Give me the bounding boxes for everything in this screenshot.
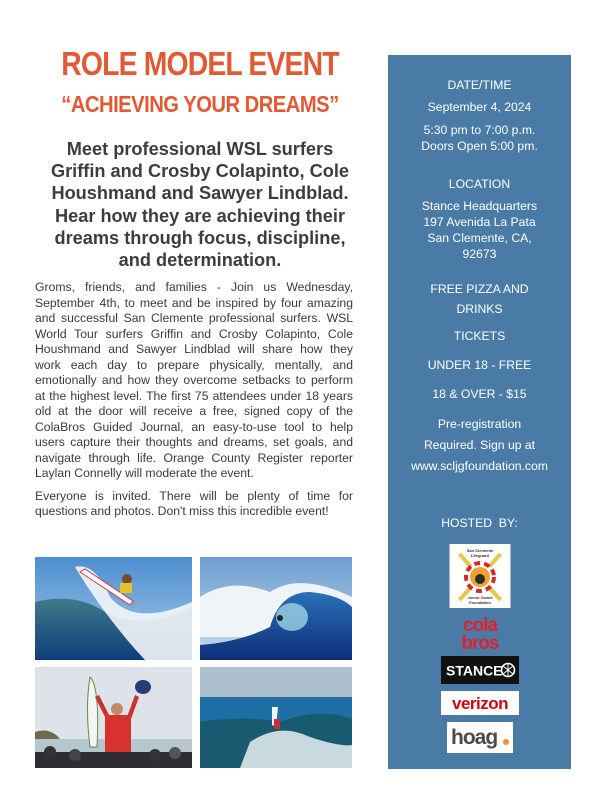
location-line: 197 Avenida La Pata xyxy=(423,215,536,229)
sclg-foundation-logo xyxy=(449,544,510,608)
event-date: September 4, 2024 xyxy=(427,100,532,114)
lead-line: Griffin and Crosby Colapinto, Cole xyxy=(50,161,350,182)
lead-line: Houshmand and Sawyer Lindblad. xyxy=(51,183,349,204)
colabros-logo xyxy=(445,613,515,653)
event-subtitle: “ACHIEVING YOUR DREAMS” xyxy=(61,91,339,117)
surfer-wave-turn-photo xyxy=(200,667,352,768)
datetime-heading: DATE/TIME xyxy=(447,78,512,92)
location-line: Stance Headquarters xyxy=(421,199,538,213)
description-paragraph-1: Groms, friends, and families - Join us Wednesday, September 4th, to meet and be inspired by four amazing and successful San Clemente professional surfers. WSL World Tour surfers Griffin and Crosby Colapinto, Cole Houshmand and Sawyer Lindblad will share how they work each day to prepare physically, mentally, and emotionally and how they overcome setbacks to perform at the highest level. The first 75 attendees under 18 years old at the door will receive a free, signed copy of the ColaBros Guided Journal, an easy-to-use tool to help users capture their thoughts and dreams, set goals, and navigate through life. Orange County Register reporter Laylan Connelly will moderate the event. xyxy=(35,280,353,480)
sclg-bottom-text: Junior Guard xyxy=(466,595,493,600)
ticket-under-18: UNDER 18 - FREE xyxy=(427,358,532,372)
colabros-text-1: cola xyxy=(462,615,497,636)
sclg-top-text-2: Lifeguard xyxy=(470,553,489,558)
sclg-bottom-text-2: Foundation xyxy=(468,600,491,605)
hoag-text: hoag xyxy=(450,726,497,749)
hosted-by-heading: HOSTED BY: xyxy=(441,516,518,530)
registration-line: Pre-registration xyxy=(437,417,522,431)
hoag-logo xyxy=(447,722,513,753)
lead-line: dreams through focus, discipline, xyxy=(54,227,346,248)
stance-text: STANCE xyxy=(445,662,503,679)
lead-line: and determination. xyxy=(118,250,282,271)
surfer-celebration-photo xyxy=(35,667,192,768)
registration-url[interactable]: www.scljgfoundation.com xyxy=(411,459,548,473)
ticket-18-and-over: 18 & OVER - $15 xyxy=(432,387,527,401)
event-description xyxy=(35,280,353,520)
location-heading: LOCATION xyxy=(448,177,511,191)
doors-open-time: Doors Open 5:00 pm. xyxy=(421,139,538,153)
surfer-barrel-photo xyxy=(200,557,352,660)
event-title: ROLE MODEL EVENT xyxy=(61,45,339,82)
food-line: DRINKS xyxy=(456,302,503,316)
food-line: FREE PIZZA AND xyxy=(430,282,529,296)
stance-logo xyxy=(441,656,519,684)
location-line: San Clemente, CA, xyxy=(427,231,532,245)
lead-line: Hear how they are achieving their xyxy=(54,205,346,226)
registration-line: Required. Sign up at xyxy=(423,438,536,452)
event-time: 5:30 pm to 7:00 p.m. xyxy=(423,123,536,137)
lead-line: Meet professional WSL surfers xyxy=(66,139,334,159)
event-info-panel xyxy=(388,55,571,769)
description-paragraph-2: Everyone is invited. There will be plenty of time for questions and photos. Don't miss this incredible event! xyxy=(35,488,353,518)
verizon-logo xyxy=(441,691,519,715)
verizon-text: verizon xyxy=(451,694,508,713)
hoag-dot-icon xyxy=(503,739,509,745)
colabros-text-2: bros xyxy=(460,633,499,653)
lead-paragraph xyxy=(30,138,370,271)
tickets-heading: TICKETS xyxy=(453,329,506,343)
sclg-top-text: San Clemente xyxy=(466,548,493,553)
surfer-aerial-photo xyxy=(35,557,192,660)
location-line: 92673 xyxy=(462,247,497,261)
